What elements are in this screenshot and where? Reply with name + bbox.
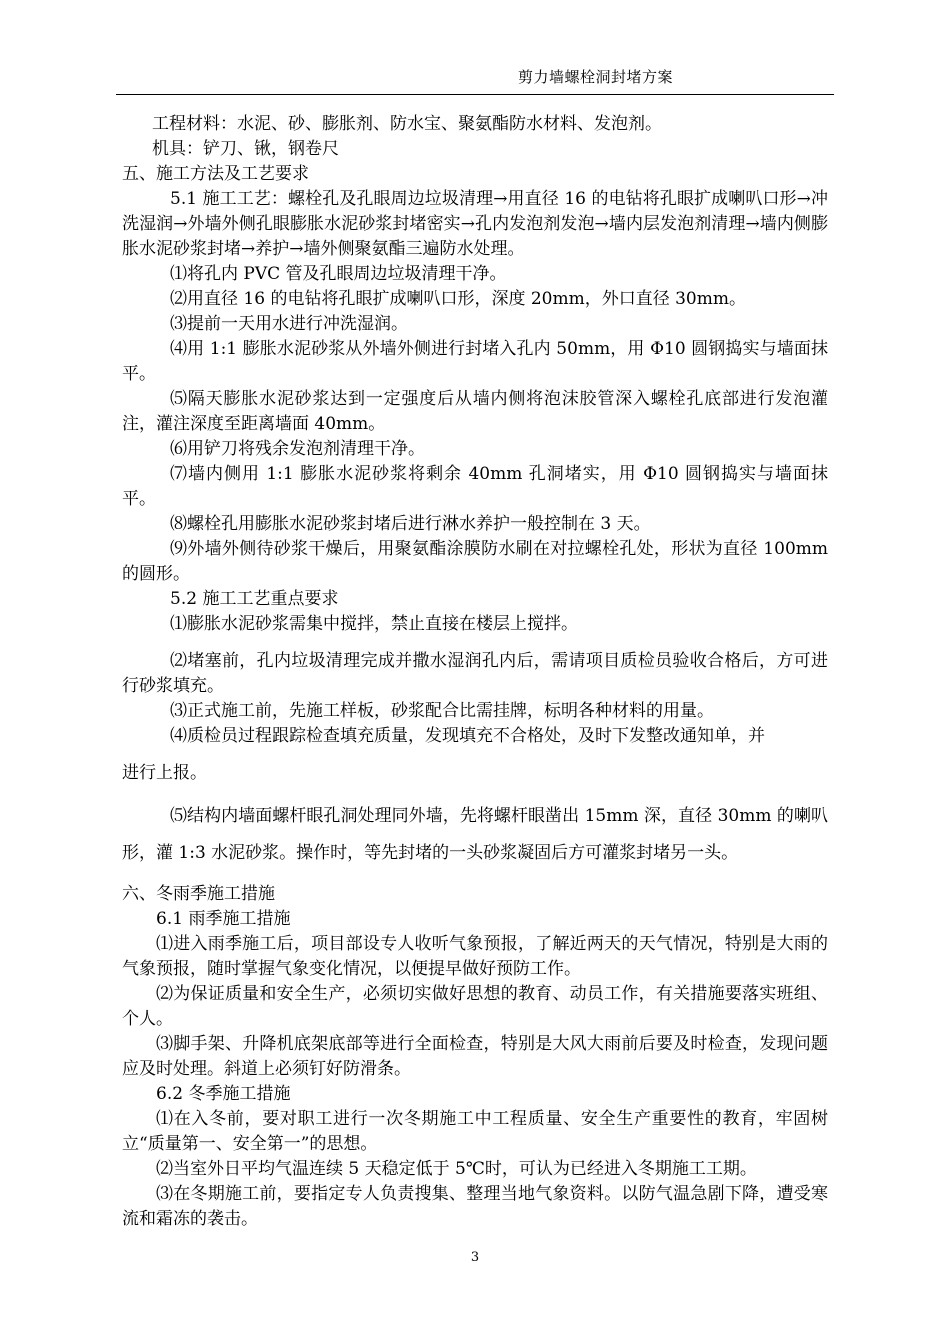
- list-item: ⑸结构内墙面螺杆眼孔洞处理同外墙，先将螺杆眼凿出 15mm 深，直径 30mm 的喇叭形，灌 1:3 水泥砂浆。操作时，等先封堵的一头砂浆凝固后方可灌浆封堵另一头。: [122, 806, 828, 863]
- section-6-2-heading: 6.2 冬季施工措施: [156, 1084, 291, 1104]
- section-5-1-intro: 5.1 施工工艺：螺栓孔及孔眼周边垃圾清理→用直径 16 的电钻将孔眼扩成喇叭口形→冲洗湿润→外墙外侧孔眼膨胀水泥砂浆封堵密实→孔内发泡剂发泡→墙内层发泡剂清理→墙内侧膨胀水泥砂浆封堵→养护→墙外侧聚氨酯三遍防水处理。: [122, 189, 828, 259]
- section-5-2-heading: 5.2 施工工艺重点要求: [170, 589, 339, 609]
- list-item: ⑸隔天膨胀水泥砂浆达到一定强度后从墙内侧将泡沫胶管深入螺栓孔底部进行发泡灌注，灌注深度至距离墙面 40mm。: [122, 389, 828, 434]
- list-item: ⑷质检员过程跟踪检查填充质量，发现填充不合格处，及时下发整改通知单，并: [170, 726, 765, 746]
- section-6-heading: 六、冬雨季施工措施: [122, 884, 275, 904]
- header-divider: [116, 94, 834, 95]
- list-item: ⑶在冬期施工前，要指定专人负责搜集、整理当地气象资料。以防气温急剧下降，遭受寒流和霜冻的袭击。: [122, 1184, 828, 1229]
- list-item: ⑼外墙外侧待砂浆干燥后，用聚氨酯涂膜防水刷在对拉螺栓孔处，形状为直径 100mm 的圆形。: [122, 539, 828, 584]
- list-item: ⑴进入雨季施工后，项目部设专人收听气象预报，了解近两天的天气情况，特别是大雨的气象预报，随时掌握气象变化情况，以便提早做好预防工作。: [122, 934, 828, 979]
- list-item: ⑵为保证质量和安全生产，必须切实做好思想的教育、动员工作，有关措施要落实班组、个人。: [122, 984, 828, 1029]
- list-item: ⑴膨胀水泥砂浆需集中搅拌，禁止直接在楼层上搅拌。: [170, 614, 578, 634]
- list-item: ⑷用 1:1 膨胀水泥砂浆从外墙外侧进行封堵入孔内 50mm，用 Φ10 圆钢捣实与墙面抹平。: [122, 339, 828, 384]
- list-item: ⑵当室外日平均气温连续 5 天稳定低于 5℃时，可认为已经进入冬期施工工期。: [156, 1159, 757, 1179]
- page-header-title: 剪力墙螺栓洞封堵方案: [518, 68, 674, 86]
- list-item: ⑻螺栓孔用膨胀水泥砂浆封堵后进行淋水养护一般控制在 3 天。: [170, 514, 651, 534]
- list-item: ⑺墙内侧用 1:1 膨胀水泥砂浆将剩余 40mm 孔洞堵实，用 Φ10 圆钢捣实与墙面抹平。: [122, 464, 828, 509]
- materials-line: 工程材料：水泥、砂、膨胀剂、防水宝、聚氨酯防水材料、发泡剂。: [152, 114, 662, 134]
- tools-line: 机具：铲刀、锹，钢卷尺: [152, 139, 339, 159]
- list-item: ⑹用铲刀将残余发泡剂清理干净。: [170, 439, 425, 459]
- list-item: ⑵堵塞前，孔内垃圾清理完成并撒水湿润孔内后，需请项目质检员验收合格后，方可进行砂浆填充。: [122, 651, 828, 696]
- list-item: ⑴在入冬前，要对职工进行一次冬期施工中工程质量、安全生产重要性的教育，牢固树立“质量第一、安全第一”的思想。: [122, 1109, 828, 1154]
- list-item: ⑶提前一天用水进行冲洗湿润。: [170, 314, 408, 334]
- section-6-1-heading: 6.1 雨季施工措施: [156, 909, 291, 929]
- list-item: ⑶脚手架、升降机底架底部等进行全面检查，特别是大风大雨前后要及时检查，发现问题应及时处理。斜道上必须钉好防滑条。: [122, 1034, 828, 1079]
- list-item: ⑵用直径 16 的电钻将孔眼扩成喇叭口形，深度 20mm，外口直径 30mm。: [170, 289, 746, 309]
- list-item: ⑴将孔内 PVC 管及孔眼周边垃圾清理干净。: [170, 264, 507, 284]
- list-item-continuation: 进行上报。: [122, 763, 207, 783]
- list-item: ⑶正式施工前，先施工样板，砂浆配合比需挂牌，标明各种材料的用量。: [170, 701, 714, 721]
- document-body: [122, 112, 828, 1232]
- section-5-heading: 五、施工方法及工艺要求: [122, 164, 309, 184]
- page-number: 3: [470, 1250, 480, 1265]
